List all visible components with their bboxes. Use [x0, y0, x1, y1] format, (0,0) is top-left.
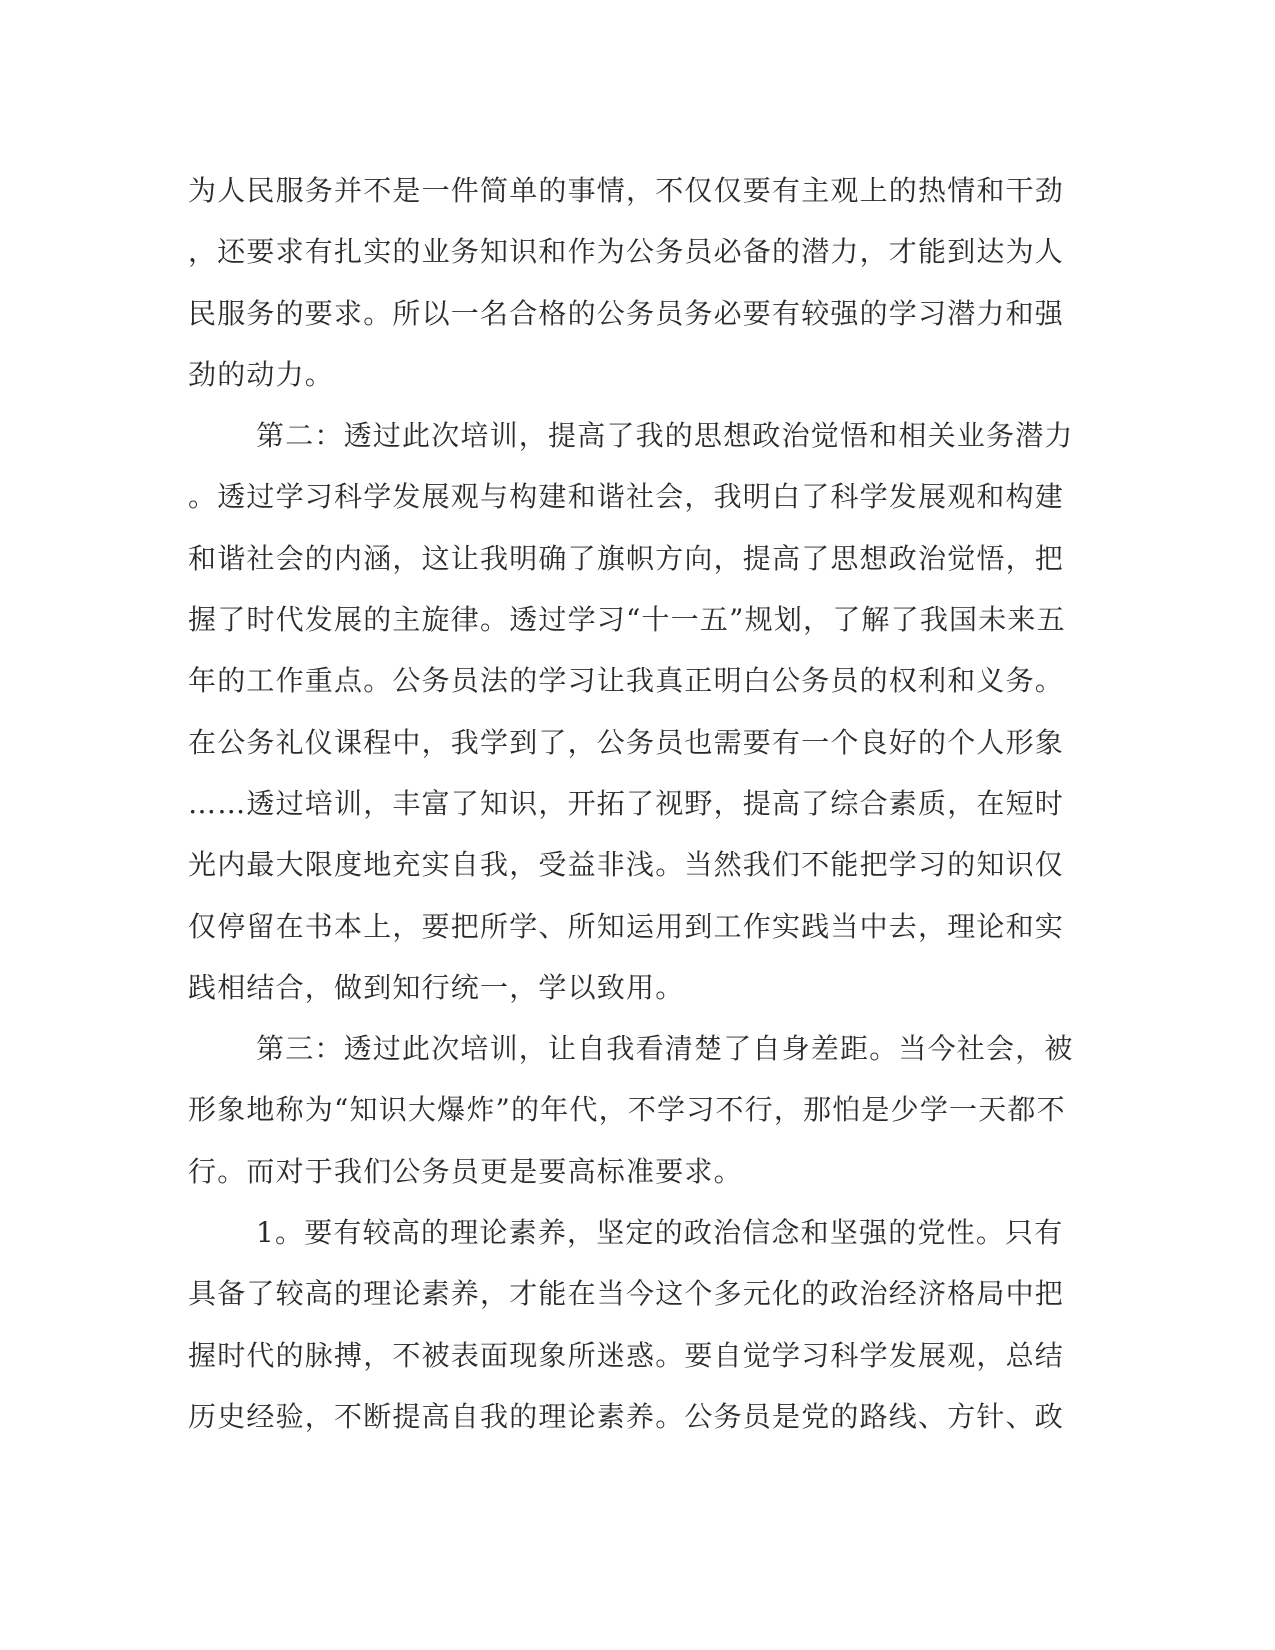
body-text: [188, 160, 1088, 1447]
text-line: 行。而对于我们公务员更是要高标准要求。: [188, 1154, 743, 1188]
text-line: 。透过学习科学发展观与构建和谐社会，我明白了科学发展观和构建: [188, 480, 1065, 514]
text-line: 形象地称为“知识大爆炸”的年代，不学习不行，那怕是少学一天都不: [188, 1093, 1066, 1127]
text-line: 民服务的要求。所以一名合格的公务员务必要有较强的学习潜力和强: [188, 296, 1065, 330]
text-line: ，还要求有扎实的业务知识和作为公务员必备的潜力，才能到达为人: [188, 235, 1065, 269]
text-line: 和谐社会的内涵，这让我明确了旗帜方向，提高了思想政治觉悟，把: [188, 541, 1065, 575]
text-line: 历史经验，不断提高自我的理论素养。公务员是党的路线、方针、政: [188, 1399, 1065, 1433]
text-line-paragraph-start: 第三：透过此次培训，让自我看清楚了自身差距。当今社会，被: [256, 1032, 1074, 1066]
text-line: ……透过培训，丰富了知识，开拓了视野，提高了综合素质，在短时: [188, 786, 1065, 820]
text-line-paragraph-start: 1。要有较高的理论素养，坚定的政治信念和坚强的党性。只有: [256, 1216, 1064, 1250]
text-line: 仅停留在书本上，要把所学、所知运用到工作实践当中去，理论和实: [188, 909, 1065, 943]
text-line: 劲的动力。: [188, 357, 335, 391]
text-line: 践相结合，做到知行统一，学以致用。: [188, 970, 685, 1004]
text-line: 年的工作重点。公务员法的学习让我真正明白公务员的权利和义务。: [188, 664, 1065, 698]
text-line: 在公务礼仪课程中，我学到了，公务员也需要有一个良好的个人形象: [188, 725, 1065, 759]
text-line: 具备了较高的理论素养，才能在当今这个多元化的政治经济格局中把: [188, 1277, 1065, 1311]
text-line-paragraph-start: 第二：透过此次培训，提高了我的思想政治觉悟和相关业务潜力: [256, 419, 1074, 453]
text-line: 光内最大限度地充实自我，受益非浅。当然我们不能把学习的知识仅: [188, 848, 1065, 882]
text-line: 握了时代发展的主旋律。透过学习“十一五”规划，了解了我国未来五: [188, 603, 1066, 637]
text-line: 为人民服务并不是一件简单的事情，不仅仅要有主观上的热情和干劲: [188, 174, 1065, 207]
text-line: 握时代的脉搏，不被表面现象所迷惑。要自觉学习科学发展观，总结: [188, 1338, 1065, 1372]
